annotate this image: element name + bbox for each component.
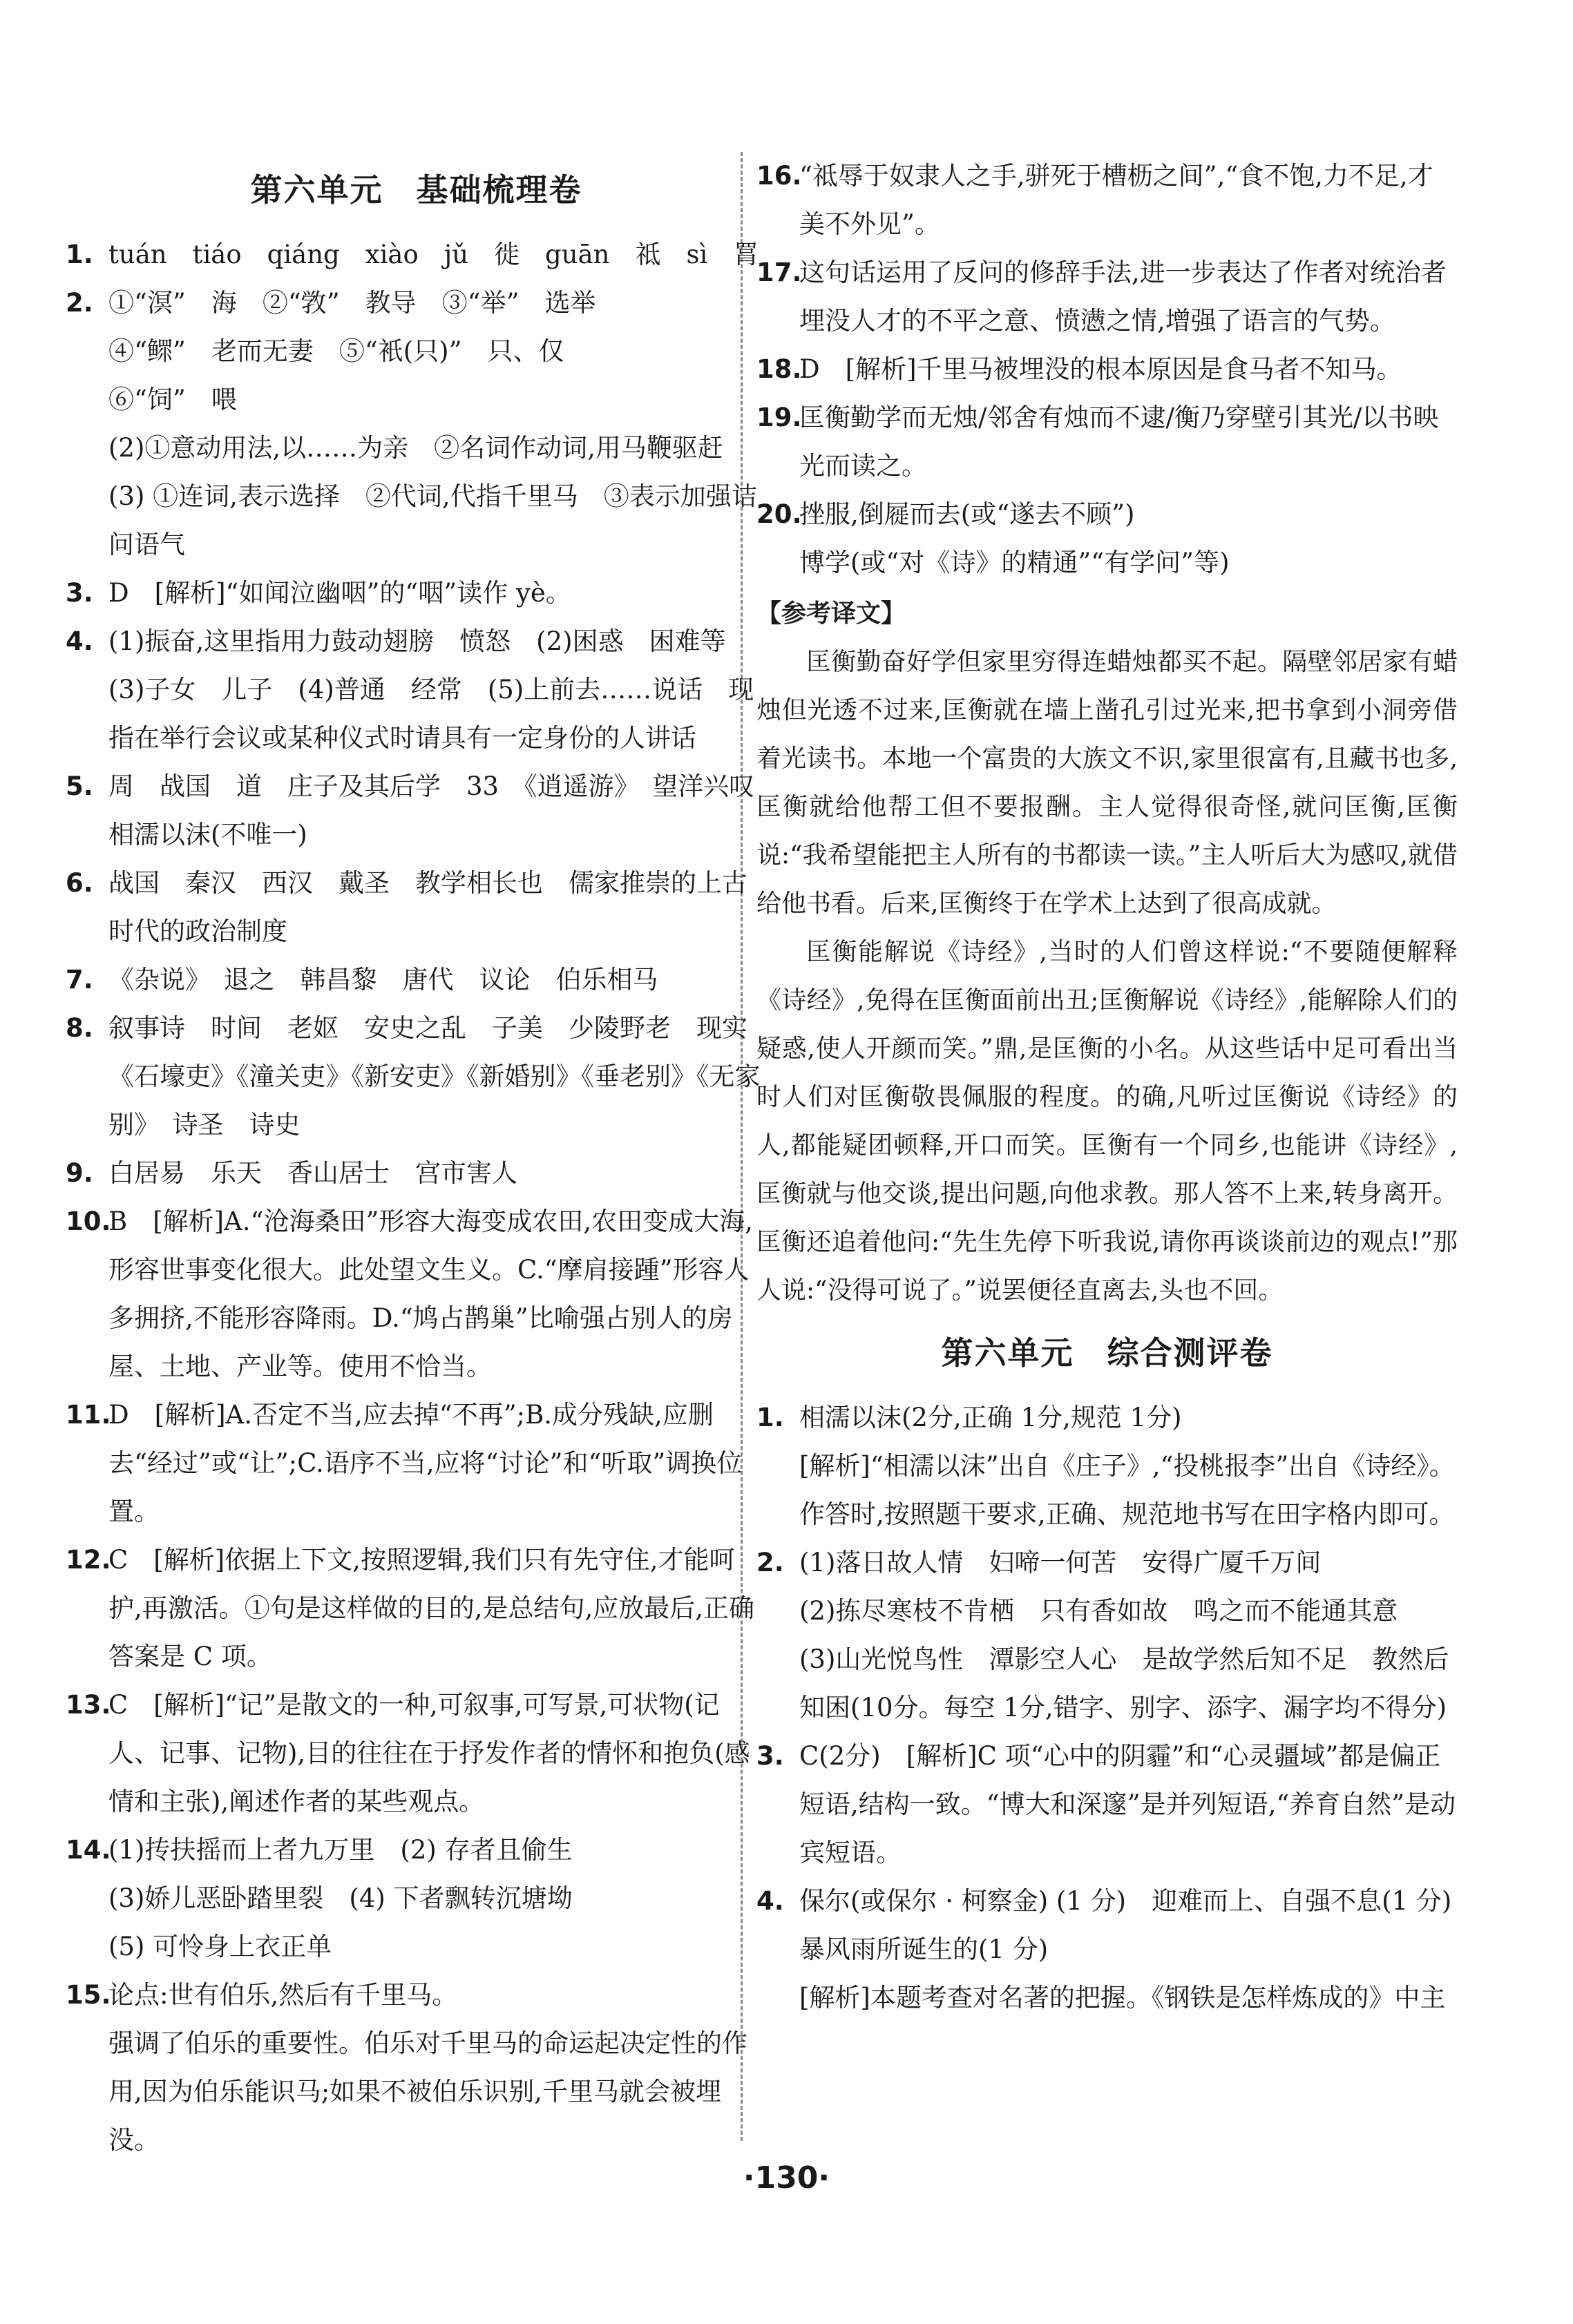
reference-translation-label: 【参考译文】 [756,599,906,628]
answer-number: 2. [756,1548,784,1577]
translation-paragraph: 匡衡勤奋好学但家里穷得连蜡烛都买不起。隔壁邻居家有蜡烛但光透不过来,匡衡就在墙上凿孔引过光来,把书拿到小洞旁借着光读书。本地一个富贵的大族文不识,家里很富有,且藏书也多,匡衡就给他帮工但不要报酬。主人觉得很奇怪,就问匡衡,匡衡说:“我希望能把主人所有的书都读一读。”主人听后大为感叹,就借给他书看。后来,匡衡终于在学术上达到了很高成就。 [756,648,1458,918]
answer-text: 论点:世有伯乐,然后有千里马。 [108,1980,458,2010]
answer-item [756,1732,1458,1877]
answer-number: 15. [66,1980,111,2010]
answer-text: 博学(或“对《诗》的精通”“有学问”等) [799,548,1230,577]
answer-text: 白居易 乐天 香山居士 宫市害人 [108,1158,517,1188]
answer-text: ⑥“饲” 喂 [108,385,237,414]
answer-item [66,1826,767,1971]
answer-text: 强调了伯乐的重要性。伯乐对千里马的命运起决定性的作用,因为伯乐能识马;如果不被伯乐识别,千里马就会被埋没。 [108,2028,747,2155]
answer-text: 相濡以沫(2分,正确 1分,规范 1分) [799,1403,1182,1432]
answer-item [756,249,1458,345]
answer-text: ①“溟” 海 ②“敩” 教导 ③“举” 选举 [108,288,596,318]
answer-item [756,1394,1458,1539]
answer-number: 17. [756,258,802,287]
answer-text: 周 战国 道 庄子及其后学 33 《逍遥游》 望洋兴叹 相濡以沫(不唯一) [108,771,781,849]
translation-paragraph: 匡衡能解说《诗经》,当时的人们曾这样说:“不要随便解释《诗经》,免得在匡衡面前出丑;匡衡解说《诗经》,能解除人们的疑惑,使人开颜而笑。”鼎,是匡衡的小名。从这些话中足可看出当时人们对匡衡敬畏佩服的程度。的确,凡听过匡衡说《诗经》的人,都能疑团顿释,开口而笑。匡衡有一个同乡,也能讲《诗经》,匡衡就与他交谈,提出问题,向他求教。那人答不上来,转身离开。匡衡还追着他问:“先生先停下听我说,请你再谈谈前边的观点!”那人说:“没得可说了。”说罢便径直离去,头也不回。 [756,938,1458,1305]
answer-text: D [解析]千里马被埋没的根本原因是食马者不知马。 [799,354,1402,384]
answer-number: 5. [66,771,93,801]
answer-text: (5) 可怜身上衣正单 [108,1932,332,1961]
answer-text: 战国 秦汉 西汉 戴圣 教学相长也 儒家推崇的上古时代的政治制度 [108,868,747,946]
answer-number: 13. [66,1690,111,1720]
answer-item [66,1149,767,1198]
answer-text: C [解析]依据上下文,按照逻辑,我们只有先守住,才能呵护,再激活。①句是这样做的目的,是总结句,应放最后,正确答案是 C 项。 [108,1545,755,1671]
answer-text: (2)拣尽寒枝不肯栖 只有香如故 鸣之而不能通其意 [799,1596,1398,1626]
answer-text: D [解析]A.否定不当,应去掉“不再”;B.成分残缺,应删去“经过”或“让”;C.语序不当,应将“讨论”和“听取”调换位置。 [108,1400,743,1526]
answer-number: 2. [66,288,93,318]
right-answer-list [756,152,1458,587]
answer-item [66,1536,767,1681]
answer-number: 1. [756,1403,784,1432]
answer-text: D [解析]“如闻泣幽咽”的“咽”读作 yè。 [108,578,571,608]
test-answer-list [756,1394,1478,2022]
answer-item [756,345,1458,394]
answer-text: [解析]“相濡以沫”出自《庄子》,“投桃报李”出自《诗经》。作答时,按照题干要求,正确、规范地书写在田字格内即可。 [799,1451,1455,1529]
answer-item [66,569,767,617]
answer-item [66,1391,767,1536]
answer-item [66,1004,773,1149]
answer-text: C [解析]“记”是散文的一种,可叙事,可写景,可状物(记人、记事、记物),目的往往在于抒发作者的情怀和抱负(感情和主张),阐述作者的某些观点。 [108,1690,750,1816]
answer-text: [解析]本题考查对名著的把握。《钢铁是怎样炼成的》中主 [799,1983,1446,2013]
answer-number: 9. [66,1158,93,1188]
answer-number: 18. [756,354,802,384]
answer-item [66,1681,767,1826]
section-title: 第六单元 基础梳理卷 [250,171,582,209]
answer-item [66,1971,767,2164]
answer-text: (1)落日故人情 妇啼一何苦 安得广厦千万间 [799,1548,1322,1577]
answer-text: 挫服,倒屣而去(或“遂去不顾”) [799,499,1135,529]
answer-number: 7. [66,965,93,995]
answer-item [66,617,767,762]
answer-number: 14. [66,1835,111,1865]
page-number: ·130· [743,2160,830,2196]
answer-text: (1)抟扶摇而上者九万里 (2) 存者且偷生 [108,1835,573,1865]
section-title-2: 第六单元 综合测评卷 [941,1334,1273,1372]
answer-text: 保尔(或保尔 · 柯察金) (1 分) 迎难而上、自强不息(1 分) 暴风雨所诞生的(1 分) [799,1886,1478,1964]
answer-text: (3)子女 儿子 (4)普通 经常 (5)上前去……说话 现指在举行会议或某种仪式时请具有一定身份的人讲话 [108,675,754,753]
answer-item [66,859,767,956]
answer-number: 1. [66,240,93,269]
answer-item [66,1198,767,1391]
answer-number: 12. [66,1545,111,1575]
answer-number: 11. [66,1400,111,1430]
answer-number: 20. [756,499,802,529]
answer-text: 《杂说》 退之 韩昌黎 唐代 议论 伯乐相马 [108,965,658,995]
answer-item [66,762,781,859]
answer-item [756,1877,1478,2022]
answer-number: 3. [756,1741,784,1771]
answer-number: 10. [66,1207,111,1236]
answer-item [756,1539,1458,1732]
answer-text: (3)山光悦鸟性 潭影空人心 是故学然后知不足 教然后知困(10分。每空 1分,错字、别字、添字、漏字均不得分) [799,1644,1449,1722]
answer-text: B [解析]A.“沧海桑田”形容大海变成农田,农田变成大海,形容世事变化很大。此处望文生义。C.“摩肩接踵”形容人多拥挤,不能形容降雨。D.“鸠占鹊巢”比喻强占别人的房屋、土地、产业等。使用不恰当。 [108,1207,753,1381]
answer-number: 3. [66,578,93,608]
answer-number: 6. [66,868,93,898]
answer-text: “祗辱于奴隶人之手,骈死于槽枥之间”,“食不饱,力不足,才美不外见”。 [799,161,1433,239]
answer-text: tuán tiáo qiáng xiào jǔ 徙 guān 祗 sì 罥 [108,240,759,269]
answer-text: C(2分) [解析]C 项“心中的阴霾”和“心灵疆域”都是偏正短语,结构一致。“博大和深邃”是并列短语,“养育自然”是动宾短语。 [799,1741,1456,1867]
answer-text: (1)振奋,这里指用力鼓动翅膀 愤怒 (2)困惑 困难等 [108,626,726,656]
answer-item [756,152,1458,249]
answer-text: (3) ①连词,表示选择 ②代词,代指千里马 ③表示加强诘问语气 [108,481,757,559]
answer-text: ④“鳏” 老而无妻 ⑤“衹(只)” 只、仅 [108,336,564,366]
answer-text: (2)①意动用法,以……为亲 ②名词作动词,用马鞭驱赶 [108,433,723,463]
answer-item [66,956,767,1004]
answer-number: 8. [66,1013,93,1043]
reference-translation [756,638,1458,1315]
answer-text: (3)娇儿恶卧踏里裂 (4) 下者飘转沉塘坳 [108,1883,573,1913]
answer-text: 叙事诗 时间 老妪 安史之乱 子美 少陵野老 现实 《石壕吏》《潼关吏》《新安吏》《新婚别》《垂老别》《无家别》 诗圣 诗史 [108,1013,773,1140]
right-column [756,152,1478,2022]
answer-item [66,279,767,569]
answer-item [66,231,767,279]
answer-number: 4. [66,626,93,656]
answer-number: 19. [756,403,802,432]
answer-item [756,394,1458,490]
answer-text: 匡衡勤学而无烛/邻舍有烛而不逮/衡乃穿壁引其光/以书映光而读之。 [799,403,1439,481]
answer-text: 这句话运用了反问的修辞手法,进一步表达了作者对统治者埋没人才的不平之意、愤懑之情,增强了语言的气势。 [799,258,1447,336]
answer-number: 4. [756,1886,784,1916]
answer-number: 16. [756,161,802,191]
answer-item [756,490,1458,587]
